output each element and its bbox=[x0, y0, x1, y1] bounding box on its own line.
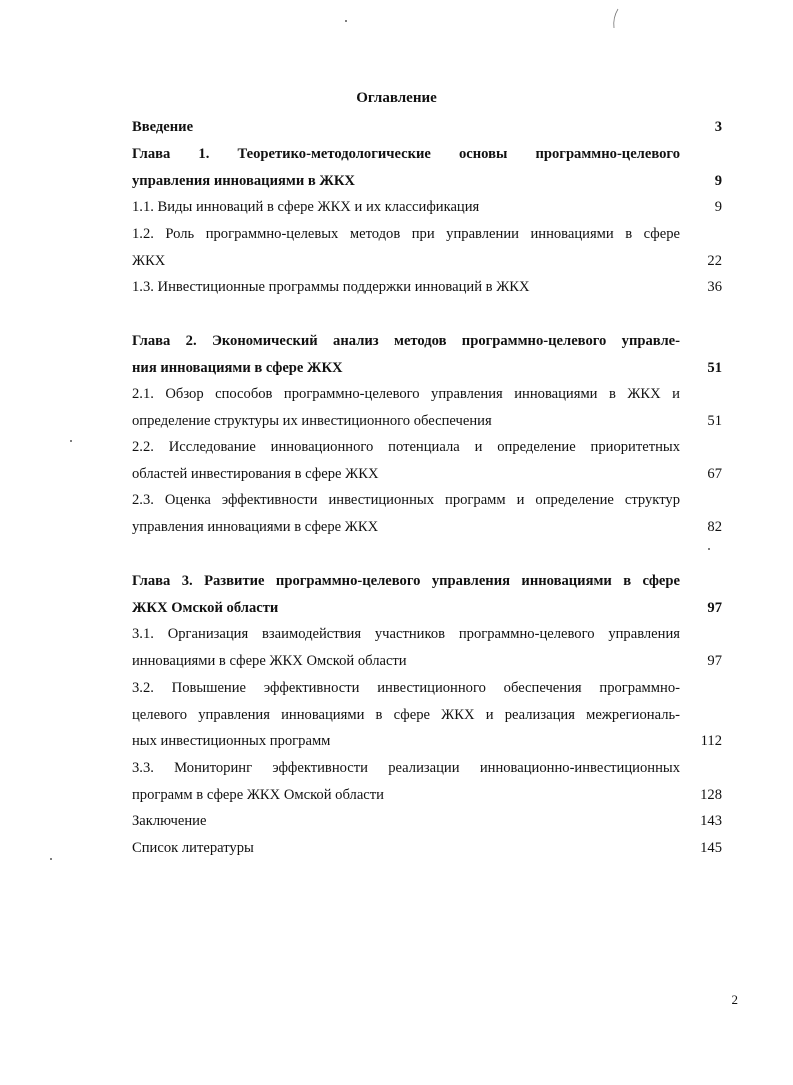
toc-entry-text: Список литературы bbox=[132, 840, 254, 856]
toc-entry-text: 2.3. Оценка эффективности инвестиционных программ и определение структур bbox=[132, 492, 680, 508]
toc-entry-text: инновациями в сфере ЖКХ Омской области bbox=[132, 652, 407, 669]
toc-page-number: 143 bbox=[700, 813, 722, 829]
toc-page-number: 97 bbox=[707, 652, 722, 669]
toc-page-number: 82 bbox=[707, 518, 722, 535]
toc-entry-text: ных инвестиционных программ bbox=[132, 733, 331, 749]
toc-entry-text: управления инновациями в ЖКХ bbox=[132, 172, 355, 189]
toc-entry-text: 1.2. Роль программно-целевых методов при управлении инновациями в сфере bbox=[132, 226, 680, 242]
toc-page-number: 128 bbox=[700, 786, 722, 803]
toc-page-number: 9 bbox=[714, 199, 722, 215]
toc-page-number: 145 bbox=[700, 840, 722, 856]
toc-entry-text: 3.3. Мониторинг эффективности реализации инновационно-инвестиционных bbox=[132, 760, 680, 776]
toc-entry-text: целевого управления инновациями в сфере ЖКХ и реализация межрегиональ- bbox=[132, 706, 680, 723]
toc-title: Оглавление bbox=[356, 90, 437, 106]
toc-entry-text: 1.1. Виды инноваций в сфере ЖКХ и их классификация bbox=[132, 199, 480, 215]
toc-page-number: 51 bbox=[707, 359, 722, 376]
scan-speck bbox=[708, 548, 710, 550]
toc-entry-text: 3.1. Организация взаимодействия участников программно-целевого управления bbox=[132, 626, 680, 642]
toc-page-number: 22 bbox=[707, 252, 722, 269]
toc-entry-text: 3.2. Повышение эффективности инвестиционного обеспечения программно- bbox=[132, 680, 680, 696]
toc-page-number: 9 bbox=[714, 172, 722, 189]
toc-entry-text: Введение bbox=[132, 119, 194, 135]
scan-speck bbox=[50, 858, 52, 860]
toc-entry-text: ЖКХ bbox=[132, 252, 166, 269]
toc-entry-text: 2.2. Исследование инновационного потенциала и определение приоритетных bbox=[132, 439, 680, 455]
pen-mark-icon bbox=[612, 8, 620, 30]
toc-entry-text: 1.3. Инвестиционные программы поддержки инноваций в ЖКХ bbox=[132, 279, 530, 295]
page-number: 2 bbox=[731, 992, 738, 1007]
toc-page-number: 51 bbox=[707, 412, 722, 429]
toc-page-number: 112 bbox=[700, 733, 722, 749]
toc-entry-text: Заключение bbox=[132, 813, 207, 829]
scan-speck bbox=[70, 440, 72, 442]
toc-entry-text: 2.1. Обзор способов программно-целевого управления инновациями в ЖКХ и bbox=[132, 386, 680, 402]
toc-page-number: 36 bbox=[707, 279, 722, 295]
toc-entry-text: управления инновациями в сфере ЖКХ bbox=[132, 518, 379, 535]
toc-entry-text: областей инвестирования в сфере ЖКХ bbox=[132, 465, 379, 482]
toc-page-number: 67 bbox=[707, 465, 722, 482]
toc-entry-text: Глава 1. Теоретико-методологические основы программно-целевого bbox=[132, 146, 680, 162]
scan-speck bbox=[345, 20, 347, 22]
toc-entry-text: Глава 3. Развитие программно-целевого управления инновациями в сфере bbox=[132, 573, 680, 589]
toc-page-number: 3 bbox=[714, 119, 722, 135]
toc-page-number: 97 bbox=[707, 599, 722, 616]
toc-entry-text: программ в сфере ЖКХ Омской области bbox=[132, 786, 384, 803]
toc-entry-text: Глава 2. Экономический анализ методов программно-целевого управле- bbox=[132, 333, 680, 349]
toc-entry-text: определение структуры их инвестиционного обеспечения bbox=[132, 412, 492, 429]
toc-entry-text: ния инновациями в сфере ЖКХ bbox=[132, 359, 343, 376]
toc-entry-text: ЖКХ Омской области bbox=[132, 599, 279, 616]
